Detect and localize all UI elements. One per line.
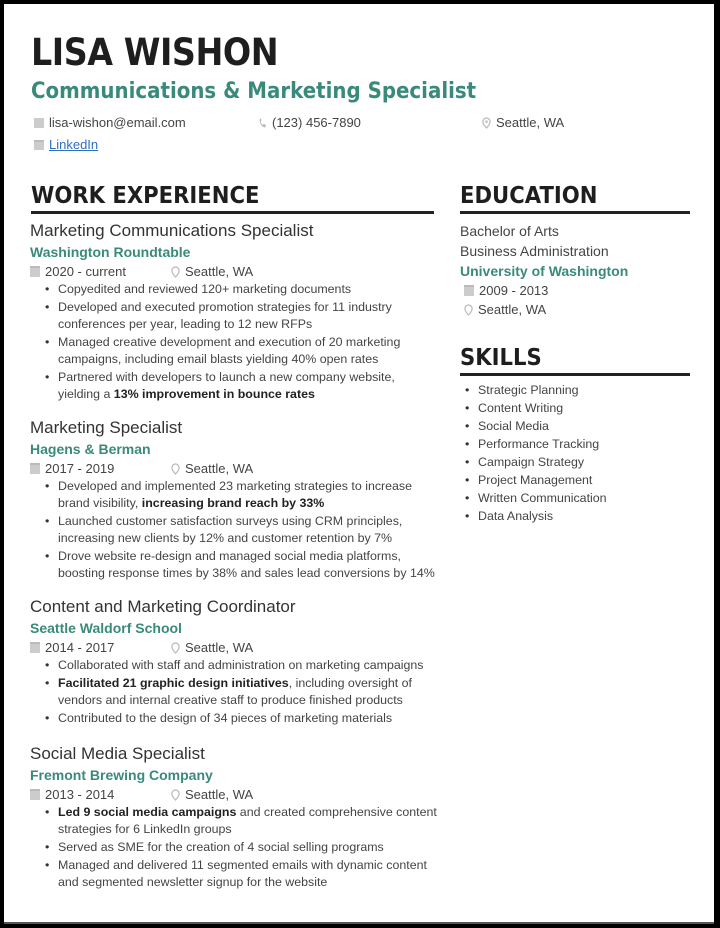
bullet-item: • Developed and implemented 23 marketing strategies to increase brand visibility, increasing brand reach by 33% <box>58 478 440 512</box>
section-divider <box>460 373 690 376</box>
job-dates: 2014 - 2017 <box>45 640 115 655</box>
job-meta <box>30 638 440 657</box>
job-bullets <box>30 478 440 582</box>
field-of-study: Business Administration <box>460 243 609 259</box>
section-divider <box>31 211 434 214</box>
email-text: lisa-wishon@email.com <box>49 115 186 130</box>
job-title: Social Media Specialist <box>30 744 205 763</box>
company-name: Washington Roundtable <box>30 244 191 260</box>
job-title: Content and Marketing Coordinator <box>30 597 296 616</box>
job-meta <box>30 459 440 478</box>
job-title: Marketing Communications Specialist <box>30 221 314 240</box>
calendar-icon <box>30 642 40 653</box>
email-contact <box>34 116 186 129</box>
location-pin-icon <box>171 789 180 801</box>
envelope-icon <box>34 118 44 128</box>
education-entry <box>460 221 700 319</box>
skill-item: • Written Communication <box>478 490 700 507</box>
job-meta <box>30 785 440 804</box>
phone-icon <box>258 117 267 129</box>
job-entry <box>30 417 440 583</box>
candidate-title: Communications & Marketing Specialist <box>31 79 477 104</box>
education-heading: EDUCATION <box>460 183 598 209</box>
bullet-item: • Led 9 social media campaigns and created comprehensive content strategies for 6 LinkedIn groups <box>58 804 440 838</box>
school-name: University of Washington <box>460 263 629 279</box>
section-divider <box>460 211 690 214</box>
skills-heading: SKILLS <box>460 345 542 371</box>
job-location: Seattle, WA <box>185 640 254 655</box>
bullet-item: • Contributed to the design of 34 pieces of marketing materials <box>58 710 440 727</box>
resume-page <box>4 4 714 924</box>
job-entry <box>30 220 440 404</box>
calendar-icon <box>464 285 474 296</box>
location-pin-icon <box>171 266 180 278</box>
education-location: Seattle, WA <box>464 300 700 319</box>
bullet-item: • Collaborated with staff and administration on marketing campaigns <box>58 657 440 674</box>
calendar-icon <box>30 463 40 474</box>
bullet-item: • Drove website re-design and managed social media platforms, boosting response times by 38% and sales lead conversions by 14% <box>58 548 440 582</box>
job-title: Marketing Specialist <box>30 418 183 437</box>
work-experience-heading: WORK EXPERIENCE <box>31 183 260 209</box>
bullet-item: • Managed and delivered 11 segmented emails with dynamic content and segmented newsletter signup for the website <box>58 857 440 891</box>
bullet-item: • Partnered with developers to launch a new company website, yielding a 13% improvement in bounce rates <box>58 369 440 403</box>
phone-text: (123) 456-7890 <box>272 115 361 130</box>
skill-item: • Social Media <box>478 418 700 435</box>
job-bullets <box>30 804 440 891</box>
skill-item: • Data Analysis <box>478 508 700 525</box>
bullet-item: • Copyedited and reviewed 120+ marketing documents <box>58 281 440 298</box>
job-bullets <box>30 281 440 403</box>
location-pin-icon <box>171 642 180 654</box>
skill-item: • Strategic Planning <box>478 382 700 399</box>
skill-item: • Performance Tracking <box>478 436 700 453</box>
location-pin-icon <box>171 463 180 475</box>
linkedin-link[interactable]: LinkedIn <box>49 137 99 152</box>
linkedin-contact <box>34 138 98 151</box>
calendar-icon <box>30 789 40 800</box>
degree: Bachelor of Arts <box>460 223 559 239</box>
bullet-item: • Served as SME for the creation of 4 social selling programs <box>58 839 440 856</box>
company-name: Hagens & Berman <box>30 441 151 457</box>
job-bullets <box>30 657 440 727</box>
education-dates: 2009 - 2013 <box>464 281 700 300</box>
job-location: Seattle, WA <box>185 461 254 476</box>
linkedin-icon <box>34 140 44 150</box>
job-entry <box>30 596 440 728</box>
job-dates: 2020 - current <box>45 264 126 279</box>
candidate-name: LISA WISHON <box>31 31 279 74</box>
job-dates: 2017 - 2019 <box>45 461 115 476</box>
location-pin-icon <box>482 117 491 129</box>
skill-item: • Campaign Strategy <box>478 454 700 471</box>
bullet-item: • Facilitated 21 graphic design initiatives, including oversight of vendors and internal creative staff to produce finished products <box>58 675 440 709</box>
job-meta <box>30 262 440 281</box>
skill-item: • Content Writing <box>478 400 700 417</box>
location-contact <box>482 116 564 129</box>
job-location: Seattle, WA <box>185 787 254 802</box>
job-entry <box>30 743 440 892</box>
bullet-item: • Launched customer satisfaction surveys using CRM principles, increasing new clients by 12% and customer retention by 7% <box>58 513 440 547</box>
bullet-item: • Managed creative development and execution of 20 marketing campaigns, including email blasts yielding 40% open rates <box>58 334 440 368</box>
skills-list <box>460 382 700 526</box>
job-dates: 2013 - 2014 <box>45 787 115 802</box>
skill-item: • Project Management <box>478 472 700 489</box>
calendar-icon <box>30 266 40 277</box>
location-text: Seattle, WA <box>496 115 565 130</box>
phone-contact <box>258 116 361 129</box>
location-pin-icon <box>464 304 473 316</box>
bullet-item: • Developed and executed promotion strategies for 11 industry conferences per year, leading to 12 new RFPs <box>58 299 440 333</box>
job-location: Seattle, WA <box>185 264 254 279</box>
company-name: Seattle Waldorf School <box>30 620 182 636</box>
company-name: Fremont Brewing Company <box>30 767 213 783</box>
